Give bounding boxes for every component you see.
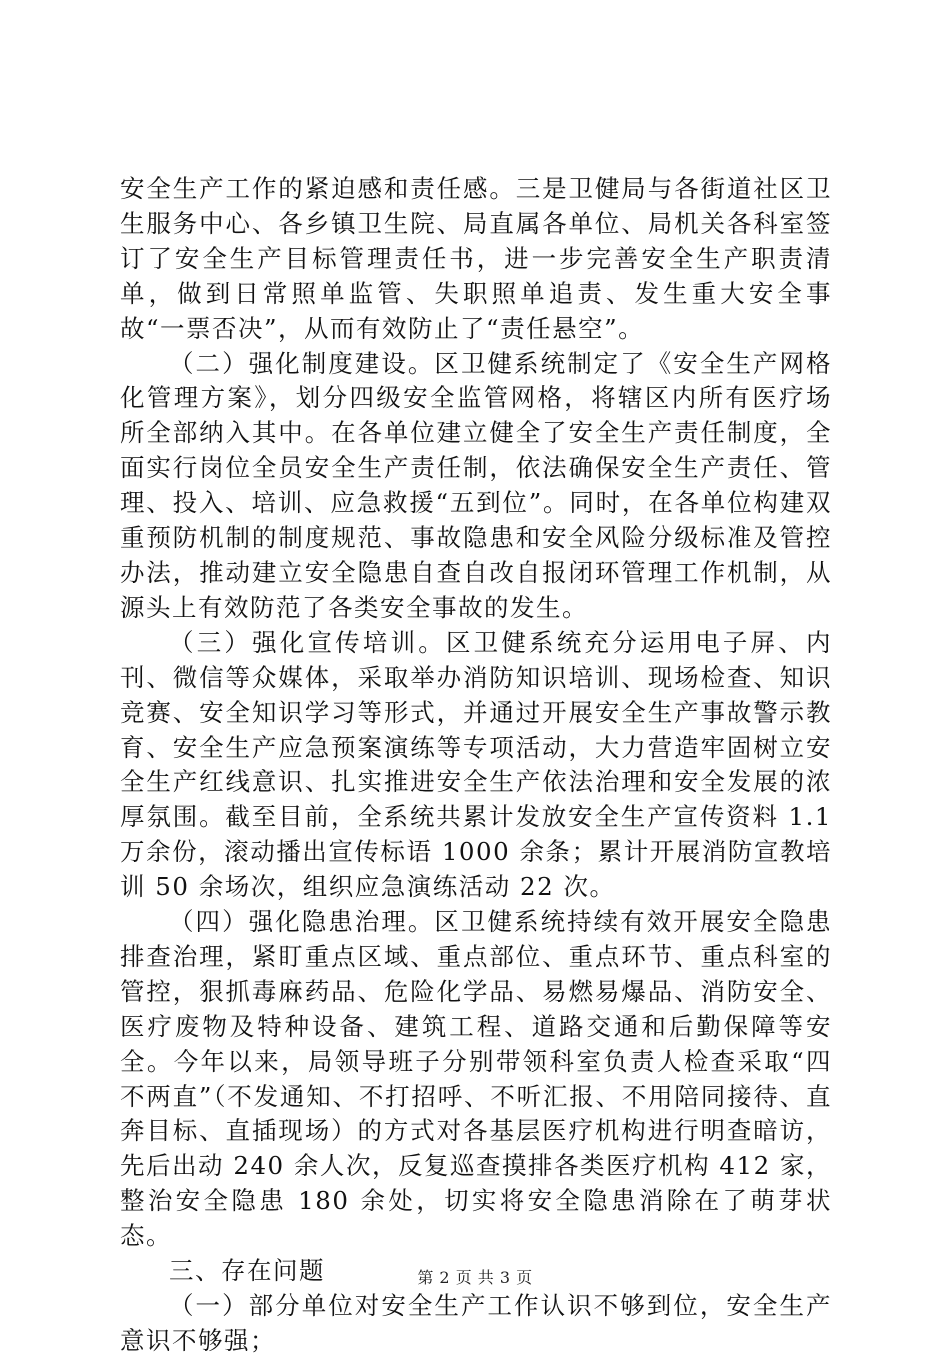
document-body bbox=[120, 172, 832, 1359]
paragraph-continuation: 安全生产工作的紧迫感和责任感。三是卫健局与各街道社区卫生服务中心、各乡镇卫生院、局直属各单位、局机关各科室签订了安全生产目标管理责任书，进一步完善安全生产职责清单，做到日常照单监管、失职照单追责、发生重大安全事故“一票否决”，从而有效防止了“责任悬空”。 bbox=[120, 174, 832, 343]
section-heading-problems: 三、存在问题 bbox=[169, 1256, 325, 1286]
page-footer: 第 2 页 共 3 页 bbox=[417, 1268, 533, 1287]
paragraph-problem-one: （一）部分单位对安全生产工作认识不够到位，安全生产意识不够强； bbox=[120, 1291, 832, 1355]
paragraph-hazard-governance: （四）强化隐患治理。区卫健系统持续有效开展安全隐患排查治理，紧盯重点区域、重点部位、重点环节、重点科室的管控，狠抓毒麻药品、危险化学品、易燃易爆品、消防安全、医疗废物及特种设备、建筑工程、道路交通和后勤保障等安全。今年以来，局领导班子分别带领科室负责人检查采取“四不两直”（不发通知、不打招呼、不听汇报、不用陪同接待、直奔目标、直插现场）的方式对各基层医疗机构进行明查暗访，先后出动 240 余人次，反复巡查摸排各类医疗机构 412 家，整治安全隐患 180 余处，切实将安全隐患消除在了萌芽状态。 bbox=[120, 907, 832, 1251]
paragraph-publicity-training: （三）强化宣传培训。区卫健系统充分运用电子屏、内刊、微信等众媒体，采取举办消防知识培训、现场检查、知识竞赛、安全知识学习等形式，并通过开展安全生产事故警示教育、安全生产应急预案演练等专项活动，大力营造牢固树立安全生产红线意识、扎实推进安全生产依法治理和安全发展的浓厚氛围。截至目前，全系统共累计发放安全生产宣传资料 1.1 万余份，滚动播出宣传标语 1000 余条；累计开展消防宣教培训 50 余场次，组织应急演练活动 22 次。 bbox=[120, 627, 832, 902]
paragraph-system-building: （二）强化制度建设。区卫健系统制定了《安全生产网格化管理方案》，划分四级安全监管网格，将辖区内所有医疗场所全部纳入其中。在各单位建立健全了安全生产责任制度，全面实行岗位全员安全生产责任制，依法确保安全生产责任、管理、投入、培训、应急救援“五到位”。同时，在各单位构建双重预防机制的制度规范、事故隐患和安全风险分级标准及管控办法，推动建立安全隐患自查自改自报闭环管理工作机制，从源头上有效防范了各类安全事故的发生。 bbox=[120, 348, 832, 622]
